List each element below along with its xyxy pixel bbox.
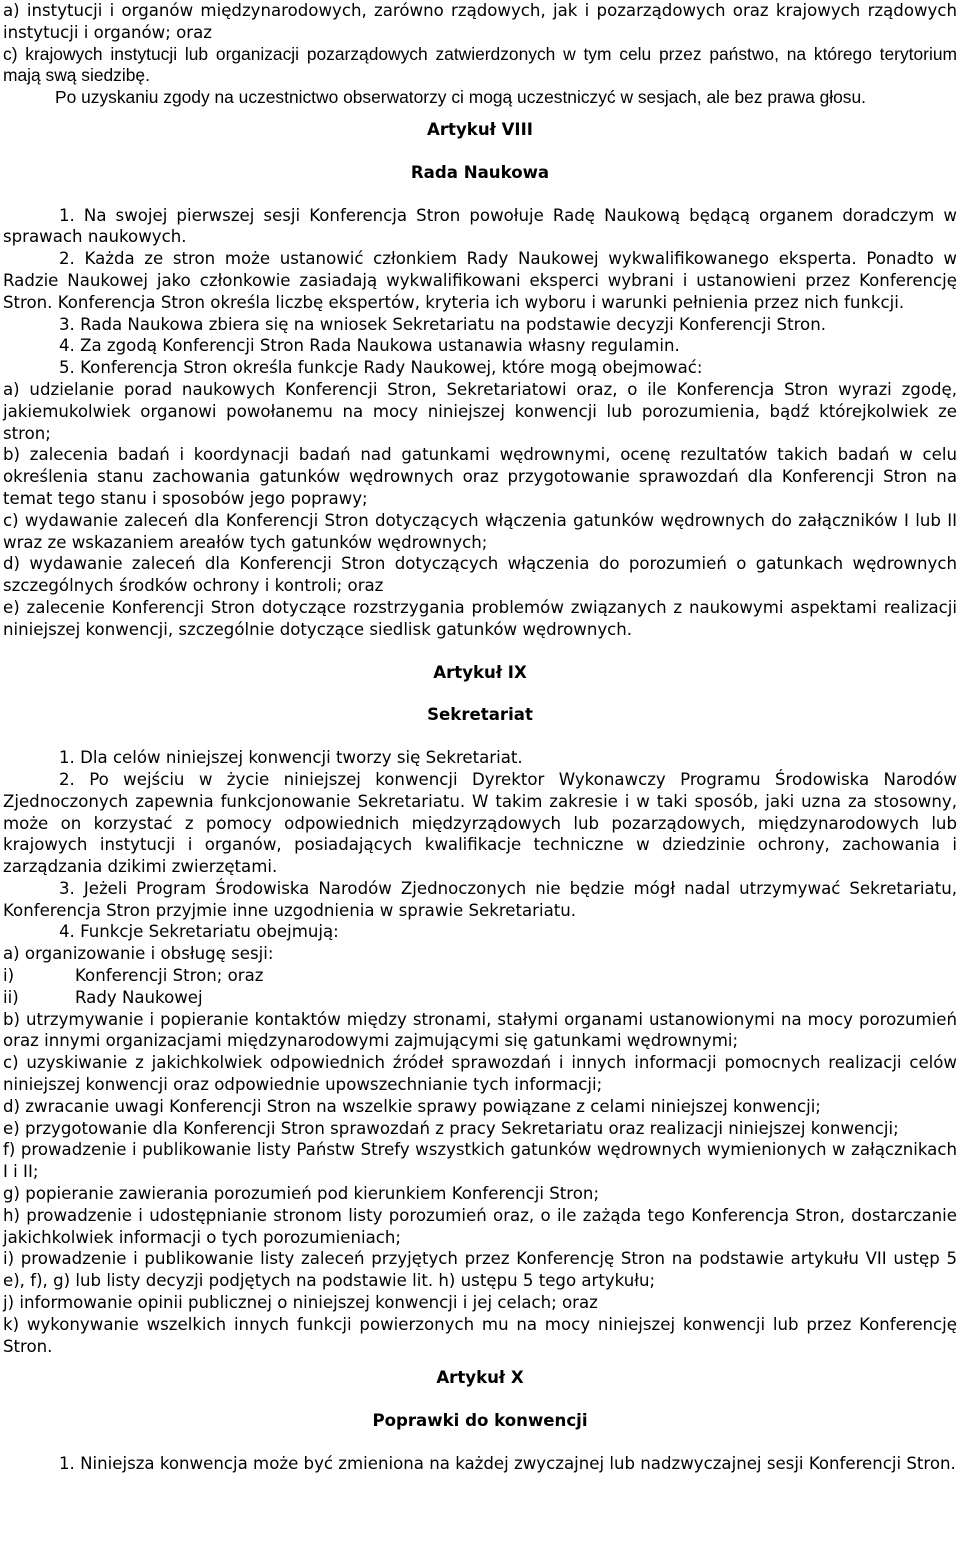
article-8-paragraph-4: 4. Za zgodą Konferencji Stron Rada Naukowa ustanawia własny regulamin.: [59, 336, 680, 356]
subitem-ii-text: Rady Naukowej: [75, 987, 203, 1007]
article-8-item-b: b) zalecenia badań i koordynacji badań nad gatunkami wędrownymi, ocenę rezultatów takich badań w celu określenia stanu zachowania gatunków wędrownych oraz przygotowanie sprawozdań dla Konferencji Stron na temat tego stanu i sposobów jego poprawy;: [3, 445, 957, 508]
article-8-item-e: e) zalecenie Konferencji Stron dotyczące rozstrzygania problemów związanych z naukowymi aspektami realizacji niniejszej konwencji, szczególnie dotyczące siedlisk gatunków wędrownych.: [3, 597, 957, 639]
article-10-title: Poprawki do konwencji: [372, 1411, 588, 1431]
article-8-paragraph-3: 3. Rada Naukowa zbiera się na wniosek Sekretariatu na podstawie decyzji Konferencji Stron.: [59, 314, 826, 334]
article-8-item-d: d) wydawanie zaleceń dla Konferencji Stron dotyczących włączenia do porozumień o gatunkach wędrownych szczególnych środków ochrony i kontroli; oraz: [3, 554, 957, 596]
spacer: [3, 184, 957, 205]
article-9-item-k: k) wykonywanie wszelkich innych funkcji powierzonych mu na mocy niniejszej konwencji lub przez Konferencję Stron.: [3, 1314, 957, 1356]
article-9-item-j: j) informowanie opinii publicznej o niniejszej konwencji i jej celach; oraz: [3, 1293, 598, 1313]
spacer: [3, 1357, 957, 1367]
article-9-title: Sekretariat: [427, 705, 533, 725]
spacer: [3, 1389, 957, 1410]
subitem-i-label: i): [3, 966, 15, 986]
spacer: [3, 641, 957, 662]
article-9-item-e: e) przygotowanie dla Konferencji Stron sprawozdań z pracy Sekretariatu oraz realizacji niniejszej konwencji;: [3, 1118, 899, 1138]
spacer: [3, 109, 957, 119]
article-9-item-h: h) prowadzenie i udostępnianie stronom listy porozumień oraz, o ile zażąda tego Konferencja Stron, dostarczanie jakichkolwiek informacji o tych porozumieniach;: [3, 1205, 957, 1247]
article-9-item-g: g) popieranie zawierania porozumień pod kierunkiem Konferencji Stron;: [3, 1184, 600, 1204]
document-page: [3, 0, 957, 1475]
paragraph-top-a: a) instytucji i organów międzynarodowych, zarówno rządowych, jak i pozarządowych oraz krajowych rządowych instytucji i organów; oraz: [3, 1, 957, 42]
article-9-item-a: a) organizowanie i obsługę sesji:: [3, 944, 274, 964]
article-9-paragraph-2: 2. Po wejściu w życie niniejszej konwencji Dyrektor Wykonawczy Programu Środowiska Narodów Zjednoczonych zapewnia funkcjonowanie Sekretariatu. W takim zakresie i w taki sposób, jaki uzna za stosowny, może on korzystać z pomocy odpowiednich międzyrządowych lub pozarządowych, międzynarodowych lub krajowych instytucji i organów, posiadających kwalifikacje techniczne w dziedzinie ochrony, zachowania i zarządzania dzikimi zwierzętami.: [3, 769, 957, 877]
article-8-paragraph-2: 2. Każda ze stron może ustanowić członkiem Rady Naukowej wykwalifikowanego eksperta. Ponadto w Radzie Naukowej jako członkowie zasiadają wykwalifikowani eksperci wybrani i ustanowieni przez Konferencję Stron. Konferencja Stron określa liczbę ekspertów, kryteria ich wyboru i warunki pełnienia przez nich funkcji.: [3, 249, 957, 312]
article-8-paragraph-5: 5. Konferencja Stron określa funkcje Rady Naukowej, które mogą obejmować:: [59, 358, 703, 378]
article-8-heading: Artykuł VIII: [427, 119, 533, 139]
article-8-title: Rada Naukowa: [410, 162, 550, 182]
article-9-item-f: f) prowadzenie i publikowanie listy Państw Strefy wszystkich gatunków wędrownych wymienionych w załącznikach I i II;: [3, 1140, 957, 1182]
article-9-heading: Artykuł IX: [433, 662, 527, 682]
spacer: [3, 726, 957, 747]
article-9-item-i: i) prowadzenie i publikowanie listy zaleceń przyjętych przez Konferencję Stron na podstawie artykułu VII ustęp 5 e), f), g) lub listy decyzji podjętych na podstawie lit. h) ustępu 5 tego artykułu;: [3, 1249, 957, 1291]
subitem-i-text: Konferencji Stron; oraz: [75, 966, 264, 986]
article-8-item-c: c) wydawanie zaleceń dla Konferencji Stron dotyczących włączenia gatunków wędrownych do załączników I lub II wraz ze wskazaniem areałów tych gatunków wędrownych;: [3, 510, 957, 552]
article-9-item-b: b) utrzymywanie i popieranie kontaktów między stronami, stałymi organami ustanowionymi na mocy porozumień oraz innymi organizacjami międzynarodowymi zajmującymi się gatunkami wędrownymi;: [3, 1009, 957, 1051]
article-10-heading: Artykuł X: [436, 1368, 524, 1388]
article-8-item-a: a) udzielanie porad naukowych Konferencji Stron, Sekretariatowi oraz, o ile Konferencja Stron wyrazi zgodę, jakiemukolwiek organowi powołanemu na mocy niniejszej konwencji lub porozumienia, bądź którejkolwiek ze stron;: [3, 379, 957, 443]
spacer: [3, 683, 957, 704]
spacer: [3, 1432, 957, 1453]
spacer: [3, 141, 957, 162]
article-9-item-c: c) uzyskiwanie z jakichkolwiek odpowiednich źródeł sprawozdań i innych informacji pomocnych realizacji celów niniejszej konwencji oraz odpowiednie upowszechnianie tych informacji;: [3, 1053, 957, 1095]
article-9-item-d: d) zwracanie uwagi Konferencji Stron na wszelkie sprawy powiązane z celami niniejszej konwencji;: [3, 1096, 821, 1116]
article-9-paragraph-4: 4. Funkcje Sekretariatu obejmują:: [59, 922, 339, 942]
article-9-subitem-i: [3, 965, 957, 987]
article-9-paragraph-3: 3. Jeżeli Program Środowiska Narodów Zjednoczonych nie będzie mógł nadal utrzymywać Sekretariatu, Konferencja Stron przyjmie inne uzgodnienia w sprawie Sekretariatu.: [3, 878, 957, 920]
article-8-paragraph-1: 1. Na swojej pierwszej sesji Konferencja Stron powołuje Radę Naukową będącą organem doradczym w sprawach naukowych.: [3, 205, 957, 247]
paragraph-observers: Po uzyskaniu zgody na uczestnictwo obserwatorzy ci mogą uczestniczyć w sesjach, ale bez prawa głosu.: [55, 87, 866, 108]
article-9-paragraph-1: 1. Dla celów niniejszej konwencji tworzy się Sekretariat.: [59, 748, 523, 768]
paragraph-top-c: c) krajowych instytucji lub organizacji pozarządowych zatwierdzonych w tym celu przez państwo, na którego terytorium mają swą siedzibę.: [3, 43, 957, 86]
article-9-subitem-ii: [3, 987, 957, 1009]
subitem-ii-label: ii): [3, 987, 19, 1007]
article-10-paragraph-1: 1. Niniejsza konwencja może być zmieniona na każdej zwyczajnej lub nadzwyczajnej sesji Konferencji Stron.: [59, 1454, 956, 1474]
